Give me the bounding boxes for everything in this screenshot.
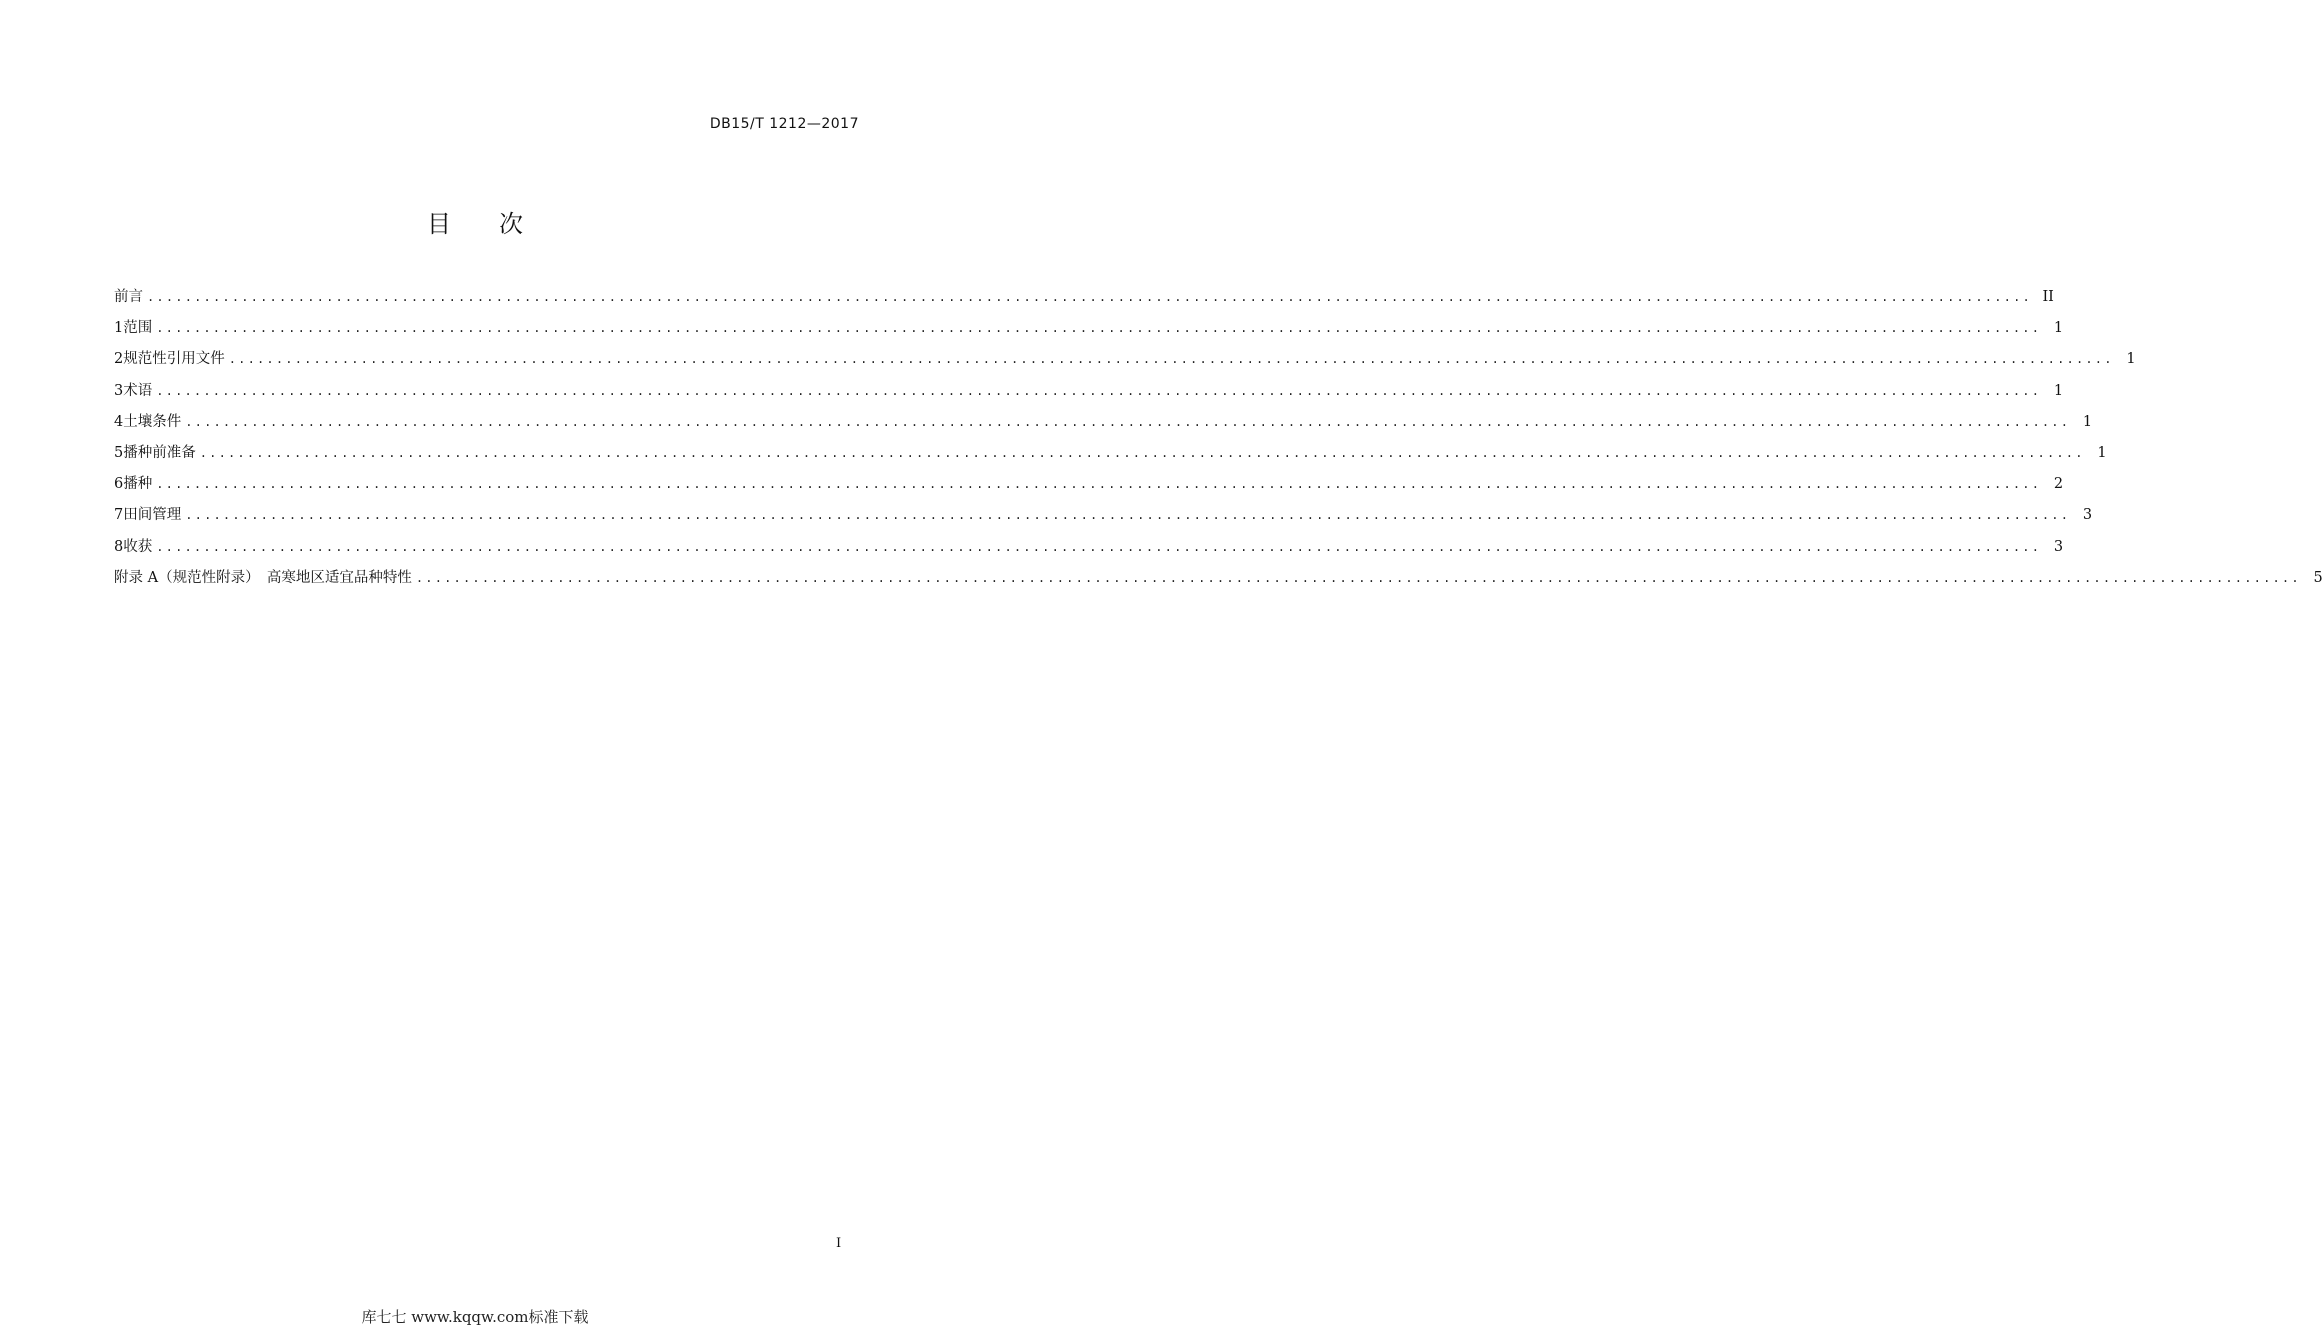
toc-leader-dots: ........................................................................................................................................................................................................ <box>185 508 2071 523</box>
toc-entry-number: 5 <box>114 444 124 461</box>
toc-leader-dots: ........................................................................................................................................................................................................ <box>156 383 2042 398</box>
toc-entry-page: 1 <box>2097 444 2107 461</box>
toc-leader-dots: ........................................................................................................................................................................................................ <box>185 414 2071 429</box>
toc-entry-page: 3 <box>2082 507 2093 524</box>
toc-entry-label: 范围 <box>123 320 153 337</box>
toc-entry-page: 1 <box>2082 413 2093 430</box>
toc-entry-label: 前言 <box>114 289 143 305</box>
toc-entry-page: 1 <box>2053 382 2064 399</box>
toc-entry-number: 1 <box>114 320 124 337</box>
toc-leader-dots: ........................................................................................................................................................................................................ <box>199 445 2085 460</box>
toc-leader-dots: ........................................................................................................................................................................................................ <box>415 570 2301 585</box>
toc-leader-dots: ........................................................................................................................................................................................................ <box>147 290 2032 304</box>
toc-entry[interactable] <box>114 474 2064 505</box>
toc-entry[interactable] <box>114 349 2136 380</box>
toc-entry-page: 3 <box>2053 538 2064 555</box>
toc-entry[interactable] <box>114 537 2064 568</box>
toc-entry[interactable] <box>114 287 2054 318</box>
toc-entry-label: 术语 <box>123 382 153 399</box>
toc-entry[interactable] <box>114 318 2064 349</box>
toc-title: 目次 <box>427 210 571 238</box>
toc-entry-page: 1 <box>2053 320 2064 337</box>
toc-entry-label: 播种前准备 <box>123 444 196 461</box>
toc-entry-number: 4 <box>114 413 124 430</box>
toc-leader-dots: ........................................................................................................................................................................................................ <box>156 539 2042 554</box>
toc-leader-dots: ........................................................................................................................................................................................................ <box>156 477 2042 492</box>
toc-entry-number: 8 <box>114 538 124 555</box>
toc-leader-dots: ........................................................................................................................................................................................................ <box>228 352 2114 367</box>
toc-entry-page: 1 <box>2126 351 2136 368</box>
toc-entry-number: 2 <box>114 351 124 368</box>
toc-entry-label: 田间管理 <box>123 507 182 524</box>
toc-entry-number: 7 <box>114 507 124 524</box>
page-number: I <box>836 1236 842 1251</box>
toc-entry[interactable] <box>114 505 2093 536</box>
standard-code: DB15/T 1212—2017 <box>709 116 859 132</box>
toc-entry[interactable] <box>114 381 2064 412</box>
footer-watermark: 库七七 www.kqqw.com标准下载 <box>361 1308 589 1326</box>
toc-entry-page: II <box>2042 289 2054 305</box>
toc-entry-page: 2 <box>2053 476 2064 493</box>
toc-entry-page: 5 <box>2313 569 2323 586</box>
toc-entry-label: 附录 A（规范性附录） 高寒地区适宜品种特性 <box>114 569 412 586</box>
toc-leader-dots: ........................................................................................................................................................................................................ <box>156 321 2042 336</box>
toc-entry-number: 6 <box>114 476 124 493</box>
toc-entry-label: 收获 <box>123 538 153 555</box>
toc-entry[interactable] <box>114 443 2107 474</box>
toc-entry-label: 土壤条件 <box>123 413 182 430</box>
toc-entry[interactable] <box>114 412 2093 443</box>
toc-entry-label: 规范性引用文件 <box>123 351 225 368</box>
table-of-contents <box>114 287 2323 599</box>
toc-entry-label: 播种 <box>123 476 153 493</box>
toc-entry[interactable] <box>114 568 2323 599</box>
toc-entry-number: 3 <box>114 382 124 399</box>
